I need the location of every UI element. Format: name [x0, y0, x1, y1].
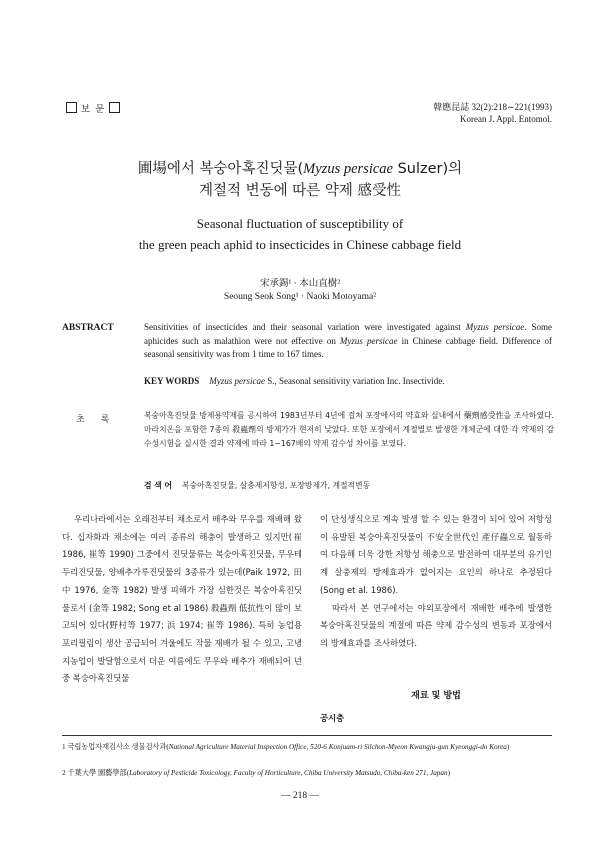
article-type-tag [62, 101, 124, 115]
korean-title-line1 [0, 158, 600, 180]
keywords [144, 376, 564, 386]
korean-title-pre: 圃場에서 복숭아혹진딧물( [137, 161, 304, 177]
section-heading: 재료 및 방법 [411, 691, 461, 701]
subsection-heading: 공시충 [320, 713, 345, 723]
korean-title-species: Myzus persicae [303, 161, 393, 177]
body-left-paragraph: 우리나라에서는 오래전부터 채소로서 배추와 무우를 재배해 왔다. 십자화과 채소에는 여러 종류의 해충이 발생하고 있지만(崔 1986, 崔等 1990) 그중에서 진딧물류는 복숭아혹진딧물, 무우테두리진딧물, 양배추가루진딧물의 3종류가 있는데(Paik 1972, 田中 1976, 金等 1982) 발생 피해가 가장 심한것은 복숭아혹진딧물로서 (金等 1982; Song et al 1986) 殺蟲劑 低抗性이 많이 보고되어 있다(野村等 1977; 浜 1974; 崔等 1986). 특히 농업용 포리필림이 생산 공급되어 겨울에도 작물 재배가 될 수 있고, 고냉지농업이 발달함으로서 더운 여름에도 무우와 배추가 재배되어 년중 복숭아혹진딧물 [62, 514, 302, 684]
abstract-species-1: Myzus persicae [465, 322, 525, 332]
footnote-2-pre: 2 千葉大學 園藝學部( [62, 769, 130, 777]
abstract-text-mid: . Some aphicides such as malathion were not effective on [144, 322, 552, 346]
abstract-label: ABSTRACT [62, 323, 114, 333]
footnote-2 [62, 768, 557, 779]
english-title-line2: the green peach aphid to insecticides in Chinese cabbage field [138, 237, 462, 252]
body-right-column [320, 511, 552, 653]
keywords-label: KEY WORDS [144, 376, 200, 386]
article-type-label: 보 문 [81, 104, 106, 115]
korean-title-line2: 계절적 변동에 따른 약제 感受性 [198, 183, 401, 199]
footnote-1-affiliation: National Agriculture Material Inspection Office, 520-6 Konjuam-ri Silchon-Myeon Kwangju-gun Kyeonggi-do Korea [168, 743, 507, 751]
korean-abstract-label: 초록 [76, 415, 126, 425]
abstract-species-2: Myzus persicae [339, 335, 398, 346]
checkbox-left-icon [66, 102, 77, 113]
journal-citation-line2: Korean J. Appl. Entomol. [460, 114, 552, 124]
korean-title-post: Sulzer)의 [392, 161, 463, 177]
authors-romanized: Seoung Seok Song¹ · Naoki Motoyama² [223, 292, 377, 302]
footnote-1-post: ) [506, 743, 510, 751]
body-right-paragraph-1: 이 단성생식으로 계속 발생 할 수 있는 환경이 되어 있어 저항성이 유발된 복숭아혹진딧물이 不安全世代인 產仔蟲으로 월동하여 다음해 더욱 강한 저항성 해충으로 발전하여 대부분의 유기인계 살충제의 방제효과가 없어지는 요인의 하나로 추정된다(Song et al. 1986). [320, 514, 552, 595]
body-right-paragraph-2: 따라서 본 연구에서는 야외포장에서 재배한 배추에 발생한 복숭아혹진딧물의 계절에 따른 약제 감수성의 변동과 포장에서의 방제효과를 조사하였다. [320, 602, 552, 648]
footnote-2-post: ) [447, 769, 450, 777]
body-left-column [62, 511, 302, 688]
korean-keywords [144, 480, 564, 491]
footnote-2-affiliation: Laboratory of Pesticide Toxicology, Faculty of Horticulture, Chiba University Matsudo, Chiba-ken 271, Japan [129, 769, 448, 777]
checkbox-right-icon [109, 102, 120, 113]
abstract-text-post: in Chinese cabbage field. Difference of seasonal sensitivity was from 1 time to 167 times. [144, 335, 552, 359]
footnote-1-pre: 1 국립농업자재검사소 생물검사과( [62, 743, 169, 751]
journal-citation-line1: 韓應昆誌 32(2):218∼221(1993) [433, 102, 552, 112]
english-title-line1: Seasonal fluctuation of susceptibility of [196, 216, 404, 231]
korean-abstract-text: 복숭아혹진딧물 방제용약제를 공시하여 1983년부터 4년에 걸쳐 포장에서의 약효와 실내에서 藥劑感受性을 조사하였다. 마라치온을 포함한 7종의 殺蟲劑의 방제가가 현저히 낮았다. 또한 포장에서 계절별로 발생한 개체군에 대한 각 약제의 감수성시험을 실시한 결과 약제에 따라 1∼167배의 약제 감수성 차이를 보였다. [144, 411, 554, 448]
page-number: — 218 — [281, 791, 319, 801]
abstract-text [144, 321, 552, 362]
abstract-text-pre: Sensitivities of insecticides and their seasonal variation were investigated against [144, 322, 466, 332]
authors-native: 宋承錫¹ · 本山直樹² [259, 279, 341, 289]
footnote-1 [62, 742, 557, 753]
korean-keywords-text: 복숭아혹진딧물, 살충제저항성, 포장방제가, 계절적변동 [182, 481, 371, 490]
journal-citation [433, 101, 552, 125]
footnote-divider [62, 735, 552, 736]
keywords-text: S., Seasonal sensitivity variation Inc. Insectivide. [265, 376, 445, 386]
korean-keywords-label: 검 색 어 [144, 481, 173, 490]
keywords-species: Myzus persicae [209, 376, 266, 386]
